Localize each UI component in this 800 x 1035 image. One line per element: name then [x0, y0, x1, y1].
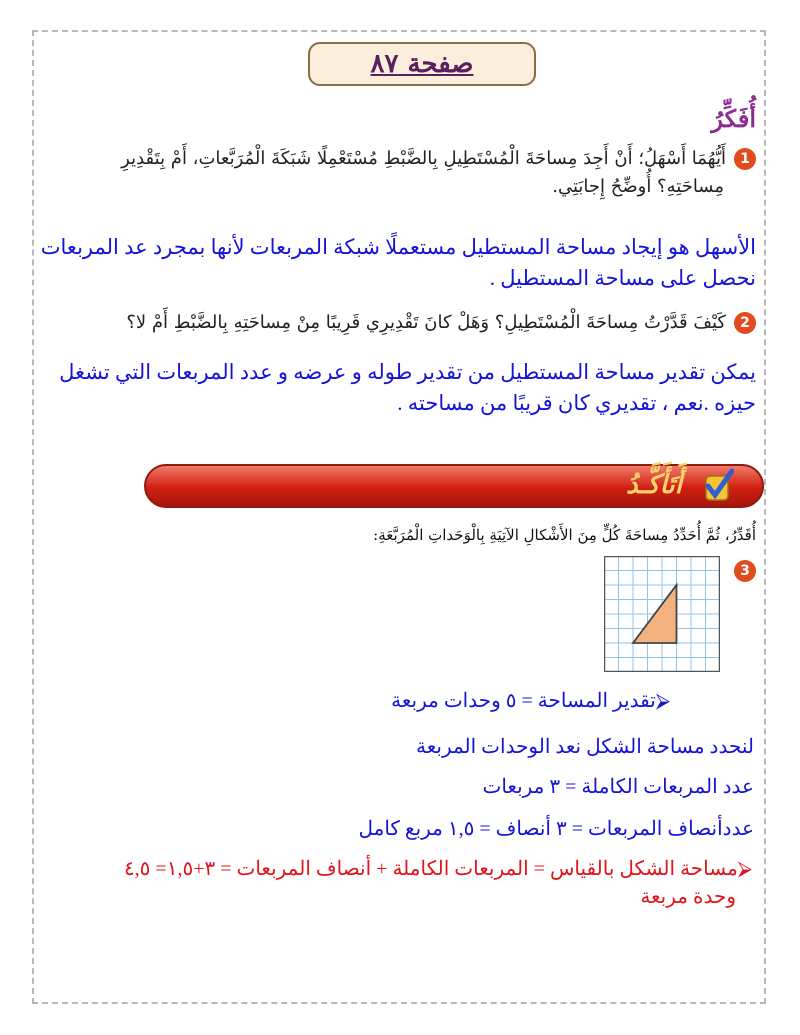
measured-area-unit: وحدة مربعة	[640, 886, 736, 908]
answer-2-line2: حيزه .نعم ، تقديري كان قريبًا من مساحته .	[397, 391, 756, 415]
question-number-badge: 2	[734, 312, 756, 334]
checkmark-icon	[702, 468, 734, 504]
question-1	[121, 148, 756, 170]
confirm-banner-title: أَتَأَكَّـدُ	[625, 470, 682, 500]
confirm-banner	[144, 464, 764, 508]
arrow-bullet-icon: ⮚	[737, 858, 752, 880]
full-squares-line: عدد المربعات الكاملة = ٣ مربعات	[482, 776, 754, 798]
question-2-text: كَيْفَ قَدَّرْتُ مِساحَةَ الْمُسْتَطِيلِ؟ وَهَلْ كانَ تَقْدِيرِي قَرِيبًا مِنْ مِساحَتِهِ بِالضَّبْطِ أَمْ لا؟	[126, 312, 726, 333]
instruction-text: أُقَدِّرُ، ثُمَّ أُحَدِّدُ مِساحَةَ كُلٍّ مِنَ الأَشْكالِ الآتِيَةِ بِالْوَحَداتِ الْمُرَبَّعَةِ:	[373, 526, 756, 544]
question-number-badge: 1	[734, 148, 756, 170]
question-number-badge: 3	[734, 560, 756, 582]
question-2	[126, 312, 756, 334]
arrow-bullet-icon: ⮚	[655, 690, 670, 712]
page-number-label: صفحة ٨٧	[370, 49, 474, 79]
item-3	[726, 560, 756, 582]
measured-area-text: مساحة الشكل بالقياس = المربعات الكاملة + أنصاف المربعات = ٣+١,٥= ٤,٥	[123, 858, 738, 880]
estimate-line	[391, 688, 670, 713]
answer-1-line2: نحصل على مساحة المستطيل .	[489, 266, 756, 290]
answer-2-line1: يمكن تقدير مساحة المستطيل من تقدير طوله و عرضه و عدد المربعات التي تشغل	[59, 360, 756, 384]
half-squares-line: عددأنصاف المربعات = ٣ أنصاف = ١,٥ مربع كامل	[358, 818, 754, 840]
triangle-grid-figure	[604, 556, 720, 672]
answer-1-line1: الأسهل هو إيجاد مساحة المستطيل مستعملًا شبكة المربعات لأنها بمجرد عد المربعات	[40, 235, 756, 259]
question-1-line1: أَيُّهُمَا أَسْهَلُ؛ أَنْ أَجِدَ مِساحَةَ الْمُسْتَطِيلِ بِالضَّبْطِ مُسْتَعْمِلًا شَبَكَةَ الْمُرَبَّعاتِ، أَمْ بِتَقْدِيرِ	[121, 148, 726, 169]
measured-area-line	[124, 856, 752, 881]
method-line: لنحدد مساحة الشكل نعد الوحدات المربعة	[416, 736, 754, 758]
question-1-line2: مِساحَتِهِ؟ أُوضِّحُ إِجابَتِي.	[552, 176, 724, 197]
estimate-text: تقدير المساحة = ٥ وحدات مربعة	[391, 690, 656, 712]
page-number-tab	[308, 42, 536, 86]
think-heading: أُفَكِّرُ	[711, 104, 756, 133]
